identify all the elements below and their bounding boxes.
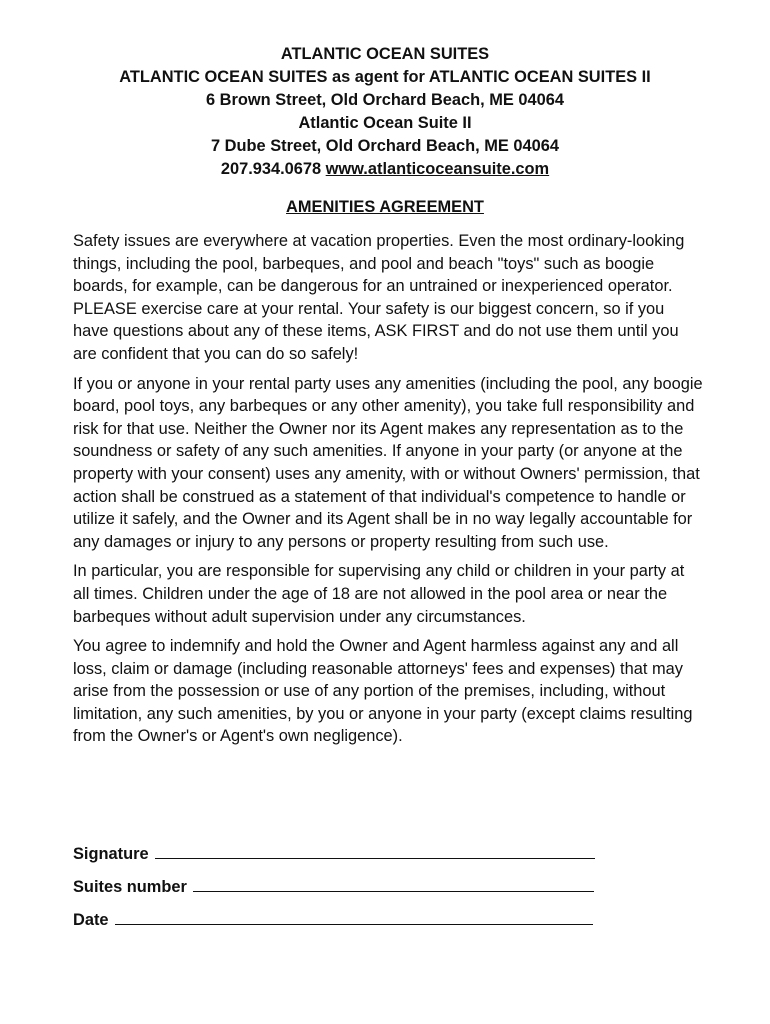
date-row — [73, 909, 593, 931]
signature-label: Signature — [73, 845, 149, 863]
agreement-body — [73, 230, 703, 755]
paragraph-responsibility: If you or anyone in your rental party uses any amenities (including the pool, any boogie board, pool toys, any barbeques or any other amenity), you take full responsibility and risk for that use. Neither the Owner nor its Agent makes any representation as to the soundness or safety of any such amenities. If anyone in your party (or anyone at the property with your consent) uses any amenity, with or without Owners' permission, that action shall be construed as a statement of that individual's competence to handle or utilize it safely, and the Owner and its Agent shall be in no way legally accountable for any damages or injury to any persons or property resulting from such use. — [73, 374, 703, 551]
paragraph-supervision: In particular, you are responsible for supervising any child or children in your party at all times. Children under the age of 18 are not allowed in the pool area or near the barbeques without adult supervision under any circumstances. — [73, 562, 685, 626]
agreement-title: AMENITIES AGREEMENT — [286, 198, 484, 216]
website-link[interactable]: www.atlanticoceansuite.com — [325, 160, 550, 178]
contact-line — [0, 158, 770, 181]
phone-number: 207.934.0678 — [220, 160, 322, 178]
paragraph-safety: Safety issues are everywhere at vacation properties. Even the most ordinary-looking things, including the pool, barbeques, and pool and beach "toys" such as boogie boards, for example, can be dangerous for an untrained or inexperienced operator. PLEASE exercise care at your rental. Your safety is our biggest concern, so if you have questions about any of these items, ASK FIRST and do not use them until you are confident that you can do so safely! — [73, 232, 685, 363]
signature-row — [73, 843, 595, 865]
date-field[interactable] — [115, 910, 593, 925]
suites-number-field[interactable] — [193, 877, 594, 892]
agent-statement: ATLANTIC OCEAN SUITES as agent for ATLANTIC OCEAN SUITES II — [119, 68, 651, 86]
suites-number-row — [73, 876, 594, 898]
letterhead — [0, 43, 770, 181]
paragraph-indemnify: You agree to indemnify and hold the Owner and Agent harmless against any and all loss, claim or damage (including reasonable attorneys' fees and expenses) that may arise from the possession or use of any portion of the premises, including, without limitation, any such amenities, by you or anyone in your party (except claims resulting from the Owner's or Agent's own negligence). — [73, 637, 693, 746]
address-2: 7 Dube Street, Old Orchard Beach, ME 04064 — [211, 137, 559, 155]
signature-field[interactable] — [155, 844, 595, 859]
date-label: Date — [73, 911, 109, 929]
suite-name: Atlantic Ocean Suite II — [298, 114, 472, 132]
suites-number-label: Suites number — [73, 878, 187, 896]
address-1: 6 Brown Street, Old Orchard Beach, ME 04064 — [206, 91, 564, 109]
company-name: ATLANTIC OCEAN SUITES — [280, 45, 490, 63]
